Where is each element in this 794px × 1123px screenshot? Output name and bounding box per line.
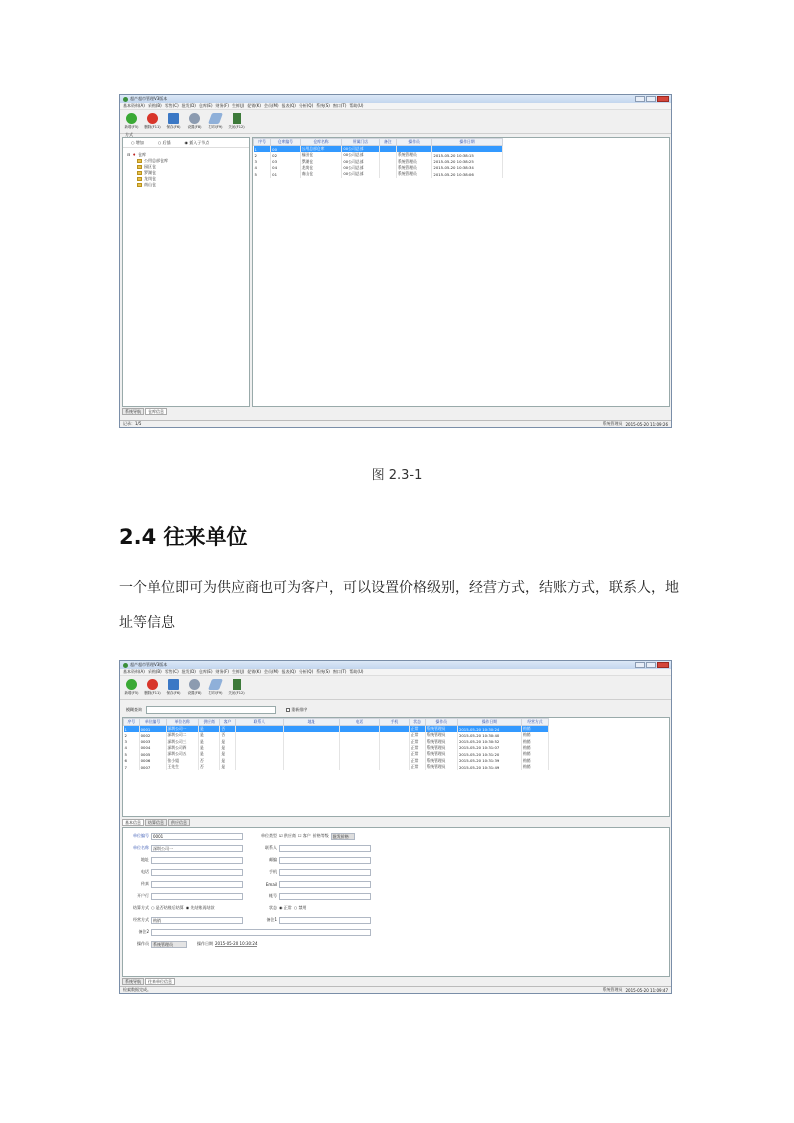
field-label: 备注1	[266, 917, 277, 922]
field-label: 地址	[141, 857, 149, 862]
column-header[interactable]: 手机	[379, 719, 409, 726]
collapse-icon: ⊟	[127, 152, 131, 157]
app-icon	[123, 97, 128, 102]
menu-item[interactable]: 生鲜(J)	[231, 103, 245, 108]
status-time: 2015-05-20 11:09:26	[625, 421, 668, 427]
menu-item[interactable]: 促销(K)	[247, 103, 261, 108]
record-count: 记录：1/5	[123, 421, 142, 426]
menu-item[interactable]: 帮助(U)	[349, 669, 364, 674]
delete-button[interactable]: 删除(F11)	[144, 678, 161, 696]
phone-field[interactable]	[151, 869, 243, 876]
mode-option-after[interactable]: ○ 后插	[157, 139, 171, 145]
menu-item[interactable]: 仓库(E)	[198, 669, 213, 674]
close-button[interactable]	[657, 96, 669, 102]
detail-tabs	[122, 819, 190, 826]
settings-button[interactable]: 设置(F8)	[186, 678, 203, 696]
menu-item[interactable]: 促销(K)	[247, 669, 261, 674]
menu-item[interactable]: 基本资料(A)	[123, 103, 145, 108]
column-header[interactable]: 操作日期	[457, 719, 521, 726]
column-header[interactable]: 联系人	[235, 719, 283, 726]
minimize-button[interactable]	[635, 662, 645, 668]
title-bar	[120, 661, 671, 669]
status-bar	[120, 986, 671, 993]
menu-item[interactable]: 生鲜(J)	[231, 669, 245, 674]
column-header[interactable]: 单位编号	[139, 719, 166, 726]
toolbar	[120, 676, 671, 700]
query-bar	[122, 704, 670, 716]
menu-item[interactable]: 零售(C)	[164, 669, 179, 674]
app-icon	[123, 663, 128, 668]
grid-header	[124, 719, 549, 726]
field-label: 结算方式	[133, 905, 149, 910]
field-label: 单位名称	[133, 845, 149, 850]
title-bar	[120, 95, 671, 103]
tab-warehouse-info[interactable]: 仓库信息	[145, 408, 167, 415]
minimize-button[interactable]	[635, 96, 645, 102]
table-row[interactable]: 2 02 福田仓 00公司总部 系统管理员 2015-05-20 10:38:15	[254, 152, 503, 158]
menu-item[interactable]: 报表(Q)	[281, 103, 296, 108]
column-header[interactable]: 电话	[339, 719, 379, 726]
maximize-button[interactable]	[646, 662, 656, 668]
menu-item[interactable]: 基本资料(A)	[123, 669, 145, 674]
column-header[interactable]: 所属门店	[342, 139, 379, 146]
exit-button[interactable]: 关闭(F12)	[228, 678, 245, 696]
contact-field[interactable]	[279, 845, 371, 852]
name-field[interactable]: 深圳公司一	[151, 845, 243, 852]
status-option-disabled[interactable]: ○ 禁用	[293, 905, 307, 910]
mode-option-add[interactable]: ○ 增加	[131, 139, 144, 145]
tree-node[interactable]: 龙岗仓	[127, 176, 245, 182]
business-mode-field[interactable]: 购销	[151, 917, 243, 924]
field-label: 状态	[269, 905, 277, 910]
print-icon	[208, 679, 223, 690]
warehouse-window-screenshot	[119, 94, 672, 428]
column-header[interactable]: 备注	[379, 139, 396, 146]
query-label: 模糊查询	[126, 707, 142, 712]
folder-icon	[137, 183, 142, 187]
menu-item[interactable]: 批发(D)	[181, 669, 196, 674]
folder-icon	[137, 171, 142, 175]
menu-item[interactable]: 采购(B)	[147, 103, 162, 108]
column-header[interactable]: 单位名称	[166, 719, 198, 726]
table-row[interactable]: 5 01 南山仓 00公司总部 系统管理员 2015-05-20 10:38:06	[254, 171, 503, 177]
mode-selector	[123, 138, 249, 148]
tree-pane	[122, 132, 250, 407]
field-label: 联系人	[265, 845, 277, 850]
field-label: 传真	[141, 881, 149, 886]
menu-bar	[120, 669, 671, 676]
table-row[interactable]: 6 0006 张小姐 否 是 正常 系统管理员 2015-05-20 10:31:39 购销	[124, 758, 549, 764]
tab-navigation[interactable]: 系统导航	[122, 978, 144, 985]
column-header[interactable]: 经营方式	[521, 719, 548, 726]
table-row[interactable]: 4 0004 深圳公司四 是 是 正常 系统管理员 2015-05-20 10:31:07 购销	[124, 745, 549, 751]
folder-icon	[137, 177, 142, 181]
field-label: 操作日期	[197, 941, 213, 946]
mode-option-child[interactable]: ◉ 插入子节点	[184, 139, 210, 145]
gear-icon	[189, 113, 200, 124]
menu-item[interactable]: 仓库(E)	[198, 103, 213, 108]
add-icon	[126, 679, 137, 690]
field-label: 手机	[269, 869, 277, 874]
menu-bar	[120, 103, 671, 110]
tree-node[interactable]: 南山仓	[127, 182, 245, 188]
settle-option-1[interactable]: ○ 是否结账后结算	[151, 905, 184, 910]
warehouse-grid	[252, 137, 670, 407]
menu-item[interactable]: 报表(Q)	[281, 669, 296, 674]
field-label: 经营方式	[133, 917, 149, 922]
print-icon	[208, 113, 223, 124]
field-label: 邮编	[269, 857, 277, 862]
bank-field[interactable]	[151, 893, 243, 900]
fax-field[interactable]	[151, 881, 243, 888]
delete-icon	[147, 679, 158, 690]
window-tabs	[122, 408, 167, 415]
mode-label: 方式	[125, 132, 133, 137]
table-row[interactable]: 7 0007 王先生 否 是 正常 系统管理员 2015-05-20 10:31:49 购销	[124, 764, 549, 770]
menu-item[interactable]: 财务(F)	[215, 669, 229, 674]
field-label: 价格等级	[312, 833, 329, 838]
tab-partner-info[interactable]: 往来单位信息	[145, 978, 175, 985]
column-header[interactable]: 操作员	[396, 139, 432, 146]
close-button[interactable]	[657, 662, 669, 668]
column-header[interactable]: 操作员	[425, 719, 457, 726]
menu-item[interactable]: 财务(F)	[215, 103, 229, 108]
status-bar	[120, 420, 671, 427]
column-header[interactable]: 状态	[409, 719, 425, 726]
partner-grid	[122, 717, 670, 817]
folder-icon	[137, 165, 142, 169]
delete-icon	[147, 113, 158, 124]
field-label: Email	[265, 881, 277, 887]
remark1-field[interactable]	[279, 917, 371, 924]
add-button[interactable]: 新增(F5)	[123, 678, 140, 696]
customer-checkbox[interactable]: ☐ 客户	[297, 833, 311, 838]
exit-icon	[233, 679, 241, 690]
column-header[interactable]: 地址	[283, 719, 339, 726]
menu-item[interactable]: 批发(D)	[181, 103, 196, 108]
tab-navigation[interactable]: 系统导航	[122, 408, 144, 415]
table-row[interactable]: 3 03 罗湖仓 00公司总部 系统管理员 2015-05-20 10:38:25	[254, 158, 503, 164]
menu-item[interactable]: 系统(S)	[316, 103, 330, 108]
print-button[interactable]: 打印(F9)	[207, 678, 224, 696]
save-button[interactable]: 保存(F6)	[165, 678, 182, 696]
column-header[interactable]: 序号	[254, 139, 271, 146]
figure-caption: 图 2.3-1	[371, 468, 423, 483]
field-label: 帐号	[269, 893, 277, 898]
save-button[interactable]: 保存(F6)	[165, 112, 182, 130]
field-label: 电话	[141, 869, 149, 874]
partner-detail-form	[122, 827, 670, 977]
add-button[interactable]: 新增(F5)	[123, 112, 140, 130]
field-label: 单位编号	[133, 833, 149, 838]
status-message: 检索数据完成。	[123, 987, 151, 992]
maximize-button[interactable]	[646, 96, 656, 102]
paragraph-line: 址等信息	[119, 615, 175, 631]
menu-item[interactable]: 窗口(T)	[332, 103, 347, 108]
supplier-checkbox[interactable]: ☑ 供应商	[279, 833, 296, 838]
window-tabs	[122, 978, 175, 985]
address-field[interactable]	[151, 857, 243, 864]
partner-window-screenshot	[119, 660, 672, 994]
price-level-select[interactable]: 批发价格	[331, 833, 355, 840]
field-label: 单位类型	[261, 833, 277, 838]
status-option-normal[interactable]: ◉ 正常	[279, 905, 292, 910]
exit-icon	[233, 113, 241, 124]
warehouse-icon: ♦	[132, 152, 136, 157]
field-label: 开户行	[137, 893, 149, 898]
toolbar	[120, 110, 671, 134]
field-label: 操作员	[137, 941, 149, 946]
gear-icon	[189, 679, 200, 690]
menu-item[interactable]: 零售(C)	[164, 103, 179, 108]
account-field[interactable]	[279, 893, 371, 900]
status-time: 2015-05-20 11:09:47	[625, 987, 668, 993]
warehouse-tree	[123, 148, 249, 192]
save-icon	[168, 679, 179, 690]
operator-field: 系统管理员	[151, 941, 187, 948]
grid-header	[254, 139, 503, 146]
folder-icon	[137, 159, 142, 163]
delete-button[interactable]: 删除(F11)	[144, 112, 161, 130]
tree-node[interactable]: 罗湖仓	[127, 170, 245, 176]
tab-supply-info[interactable]: 供应信息	[168, 819, 190, 826]
column-header[interactable]: 客户	[220, 719, 236, 726]
paragraph-line: 一个单位即可为供应商也可为客户，可以设置价格级别，经营方式，结账方式，联系人，地	[119, 580, 679, 596]
date-field: 2015-05-20 10:30:24	[215, 941, 258, 946]
field-label: 备注2	[138, 929, 149, 934]
add-icon	[126, 113, 137, 124]
tab-settlement-info[interactable]: 结算信息	[145, 819, 167, 826]
menu-item[interactable]: 会员(M)	[264, 669, 279, 674]
print-button[interactable]: 打印(F9)	[207, 112, 224, 130]
menu-item[interactable]: 帮助(U)	[349, 103, 364, 108]
tree-node[interactable]: 园区仓	[127, 164, 245, 170]
status-user: 系统管理员	[602, 421, 623, 426]
table-row[interactable]: 4 04 龙岗仓 00公司总部 系统管理员 2015-05-20 10:38:34	[254, 165, 503, 171]
table-row[interactable]: 1 00 公用总部仓库 00公司总部	[254, 146, 503, 153]
save-icon	[168, 113, 179, 124]
section-heading: 2.4 往来单位	[119, 525, 248, 549]
menu-item[interactable]: 会员(M)	[264, 103, 279, 108]
query-input[interactable]	[146, 706, 276, 714]
settle-option-2[interactable]: ◉ 先结账再结款	[185, 905, 215, 910]
menu-item[interactable]: 分析(Q)	[298, 103, 314, 108]
email-field[interactable]	[279, 881, 371, 888]
mobile-field[interactable]	[279, 869, 371, 876]
menu-item[interactable]: 分析(Q)	[298, 669, 314, 674]
table-row[interactable]: 2 0002 深圳公司二 是 否 正常 系统管理员 2015-05-20 10:30:40 购销	[124, 732, 549, 738]
status-user: 系统管理员	[602, 987, 623, 992]
column-header[interactable]: 序号	[124, 719, 140, 726]
tree-node[interactable]: 公用总部仓库	[127, 158, 245, 164]
menu-item[interactable]: 窗口(T)	[332, 669, 347, 674]
table-row[interactable]: 5 0005 深圳公司五 是 是 正常 系统管理员 2015-05-20 10:31:20 购销	[124, 751, 549, 757]
column-header[interactable]: 操作日期	[432, 139, 502, 146]
column-header[interactable]: 仓库名称	[300, 139, 342, 146]
resort-checkbox[interactable]: 重新排序	[286, 707, 307, 713]
menu-item[interactable]: 系统(S)	[316, 669, 330, 674]
exit-button[interactable]: 关闭(F12)	[228, 112, 245, 130]
code-field[interactable]: 0001	[151, 833, 243, 840]
column-header[interactable]: 仓库编号	[271, 139, 300, 146]
menu-item[interactable]: 采购(B)	[147, 669, 162, 674]
postcode-field[interactable]	[279, 857, 371, 864]
checkbox-icon	[286, 708, 290, 712]
window-title: 超产超市管理V3版本	[130, 96, 168, 101]
window-title: 超产超市管理V3版本	[130, 662, 168, 667]
remark2-field[interactable]	[151, 929, 371, 936]
table-row[interactable]: 3 0003 深圳公司三 是 是 正常 系统管理员 2015-05-20 10:30:52 购销	[124, 738, 549, 744]
tab-basic-info[interactable]: 基本信息	[122, 819, 144, 826]
column-header[interactable]: 供应商	[198, 719, 219, 726]
settings-button[interactable]: 设置(F8)	[186, 112, 203, 130]
tree-root[interactable]: ⊟ ♦ 仓库	[127, 152, 146, 157]
table-row[interactable]: 1 0001 深圳公司一 是 否 正常 系统管理员 2015-05-20 10:30:24 购销	[124, 726, 549, 733]
